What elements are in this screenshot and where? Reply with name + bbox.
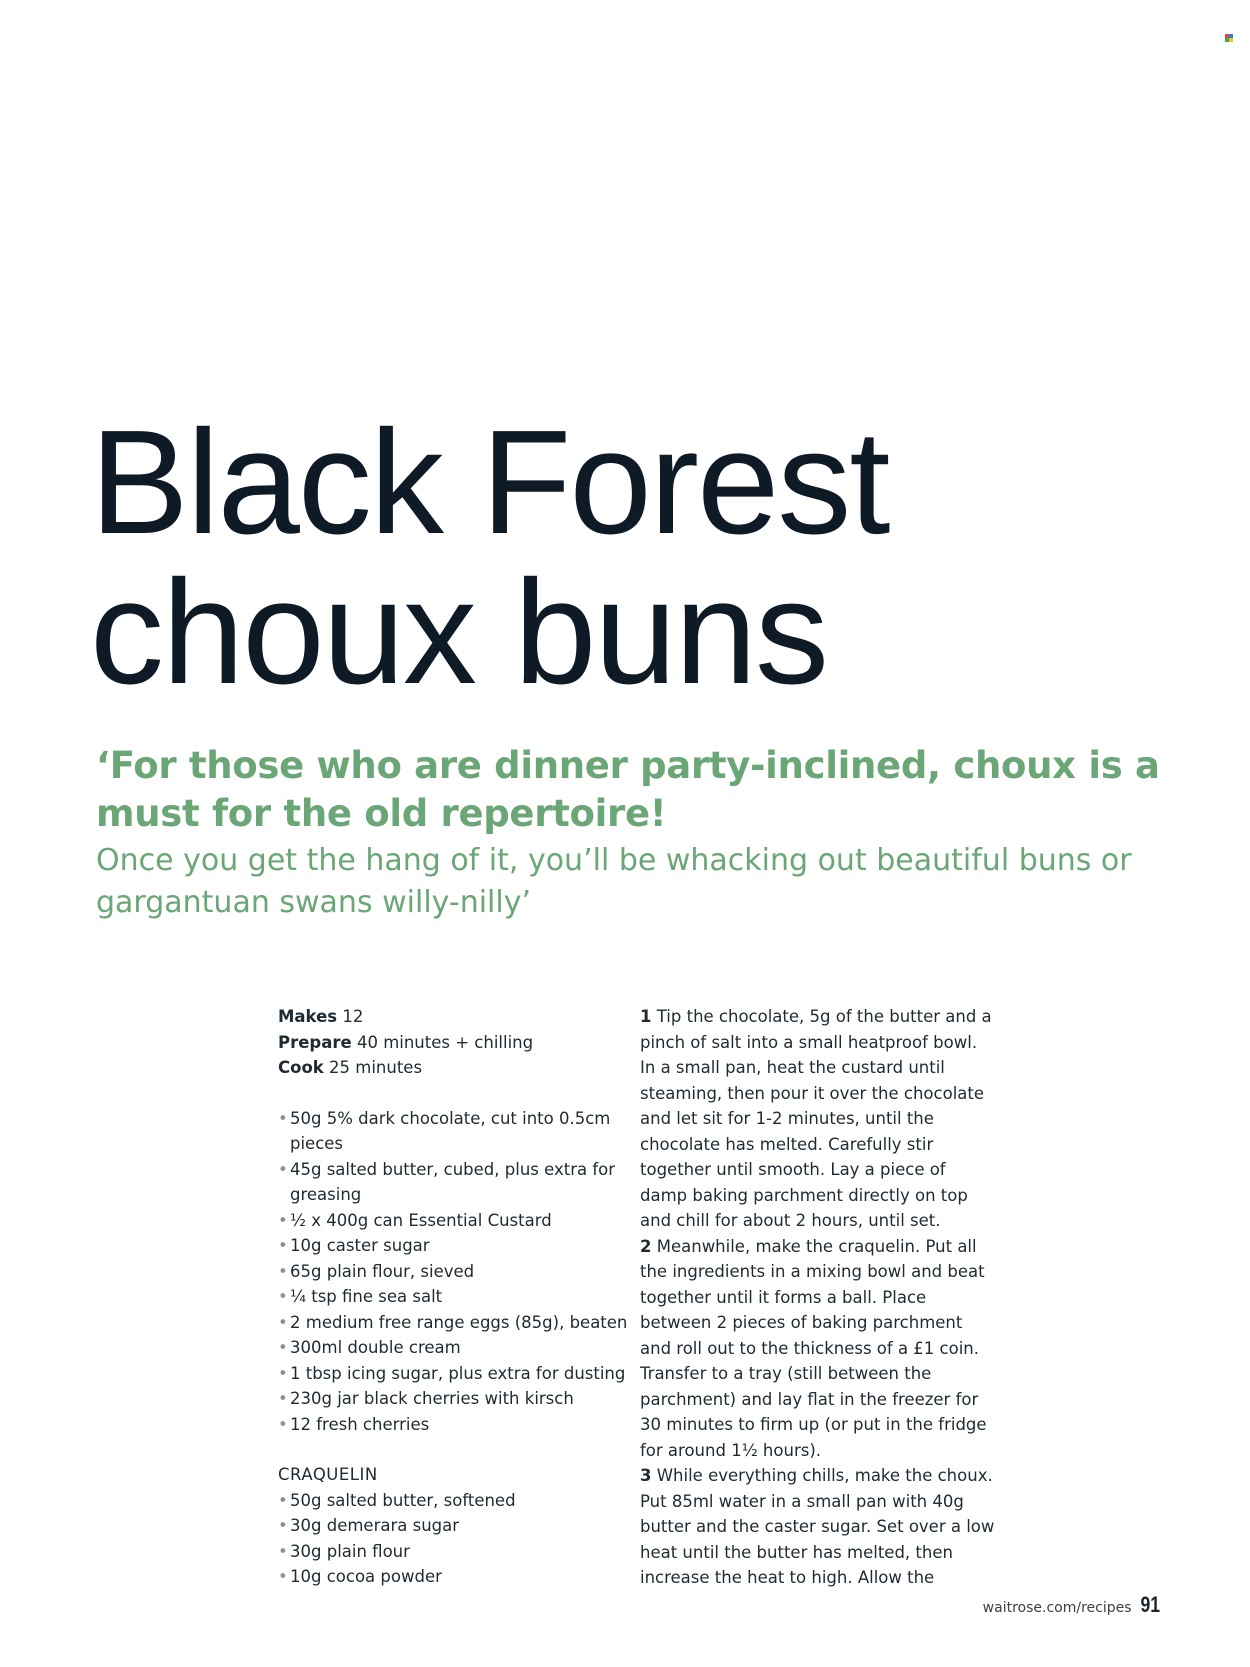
quote-regular: Once you get the hang of it, you’ll be whacking out beautiful buns or gargantuan swans willy-nilly’: [96, 843, 1132, 920]
step-number: 1: [640, 1007, 652, 1026]
ingredients-column: [278, 1004, 628, 1590]
method-step: [640, 1004, 995, 1234]
craquelin-item: • 10g cocoa powder: [278, 1564, 628, 1590]
step-number: 2: [640, 1236, 652, 1256]
ingredient-item: • 65g plain flour, sieved: [278, 1259, 628, 1285]
ingredient-item: • 230g jar black cherries with kirsch: [278, 1386, 628, 1412]
craquelin-item: • 30g plain flour: [278, 1539, 628, 1565]
ingredient-item: • ½ x 400g can Essential Custard: [278, 1208, 628, 1234]
ingredient-item: • 12 fresh cherries: [278, 1412, 628, 1438]
makes-label: Makes: [278, 1007, 338, 1026]
cook-value: 25 minutes: [329, 1058, 423, 1077]
page-footer: [983, 1592, 1162, 1618]
ingredient-item: • 10g caster sugar: [278, 1233, 628, 1259]
prepare-line: [278, 1030, 628, 1056]
cook-line: [278, 1055, 628, 1081]
makes-value: 12: [342, 1007, 364, 1026]
footer-url[interactable]: waitrose.com/recipes: [982, 1600, 1132, 1616]
page-number: 91: [1139, 1592, 1160, 1617]
quote-bold: ‘For those who are dinner party-inclined, choux is a must for the old repertoire!: [96, 744, 1160, 835]
recipe-title: [90, 400, 889, 715]
step-number: 3: [640, 1466, 652, 1485]
craquelin-item: • 30g demerara sugar: [278, 1513, 628, 1539]
ingredient-item: • 45g salted butter, cubed, plus extra for greasing: [278, 1157, 628, 1208]
prepare-label: Prepare: [278, 1032, 352, 1052]
craquelin-item: • 50g salted butter, softened: [278, 1488, 628, 1514]
recipe-quote: [96, 742, 1176, 924]
method-step: [640, 1463, 995, 1591]
step-text: Tip the chocolate, 5g of the butter and a pinch of salt into a small heatproof bowl. In a small pan, heat the custard until steaming, then pour it over the chocolate and let sit for 1-2 minutes, until the chocolate has melted. Carefully stir together until smooth. Lay a piece of damp baking parchment directly on top and chill for about 2 hours, until set.: [640, 1007, 992, 1230]
craquelin-heading: CRAQUELIN: [278, 1465, 378, 1484]
step-text: Meanwhile, make the craquelin. Put all the ingredients in a mixing bowl and beat together until it forms a ball. Place between 2 pieces of baking parchment and roll out to the thickness of a £1 coin. Transfer to a tray (still between the parchment) and lay flat in the freezer for 30 minutes to firm up (or put in the fridge for around 1½ hours).: [640, 1236, 987, 1460]
craquelin-list: [278, 1488, 628, 1590]
makes-line: [278, 1004, 628, 1030]
ingredient-item: • ¼ tsp fine sea salt: [278, 1284, 628, 1310]
ingredient-item: • 2 medium free range eggs (85g), beaten: [278, 1310, 628, 1336]
method-step: [640, 1234, 995, 1464]
ingredients-list: [278, 1106, 628, 1438]
recipe-title-line-2: choux buns: [90, 550, 827, 715]
recipe-title-line-1: Black Forest: [90, 400, 889, 565]
ingredient-item: • 50g 5% dark chocolate, cut into 0.5cm pieces: [278, 1106, 628, 1157]
method-column: [640, 1004, 995, 1591]
ingredient-item: • 300ml double cream: [278, 1335, 628, 1361]
step-text: While everything chills, make the choux. Put 85ml water in a small pan with 40g butter and the caster sugar. Set over a low heat until the butter has melted, then increase the heat to high. Allow the: [640, 1466, 995, 1587]
cook-label: Cook: [278, 1058, 324, 1077]
prepare-value: 40 minutes + chilling: [356, 1032, 534, 1052]
corner-color-mark: [1225, 34, 1233, 42]
ingredient-item: • 1 tbsp icing sugar, plus extra for dusting: [278, 1361, 628, 1387]
